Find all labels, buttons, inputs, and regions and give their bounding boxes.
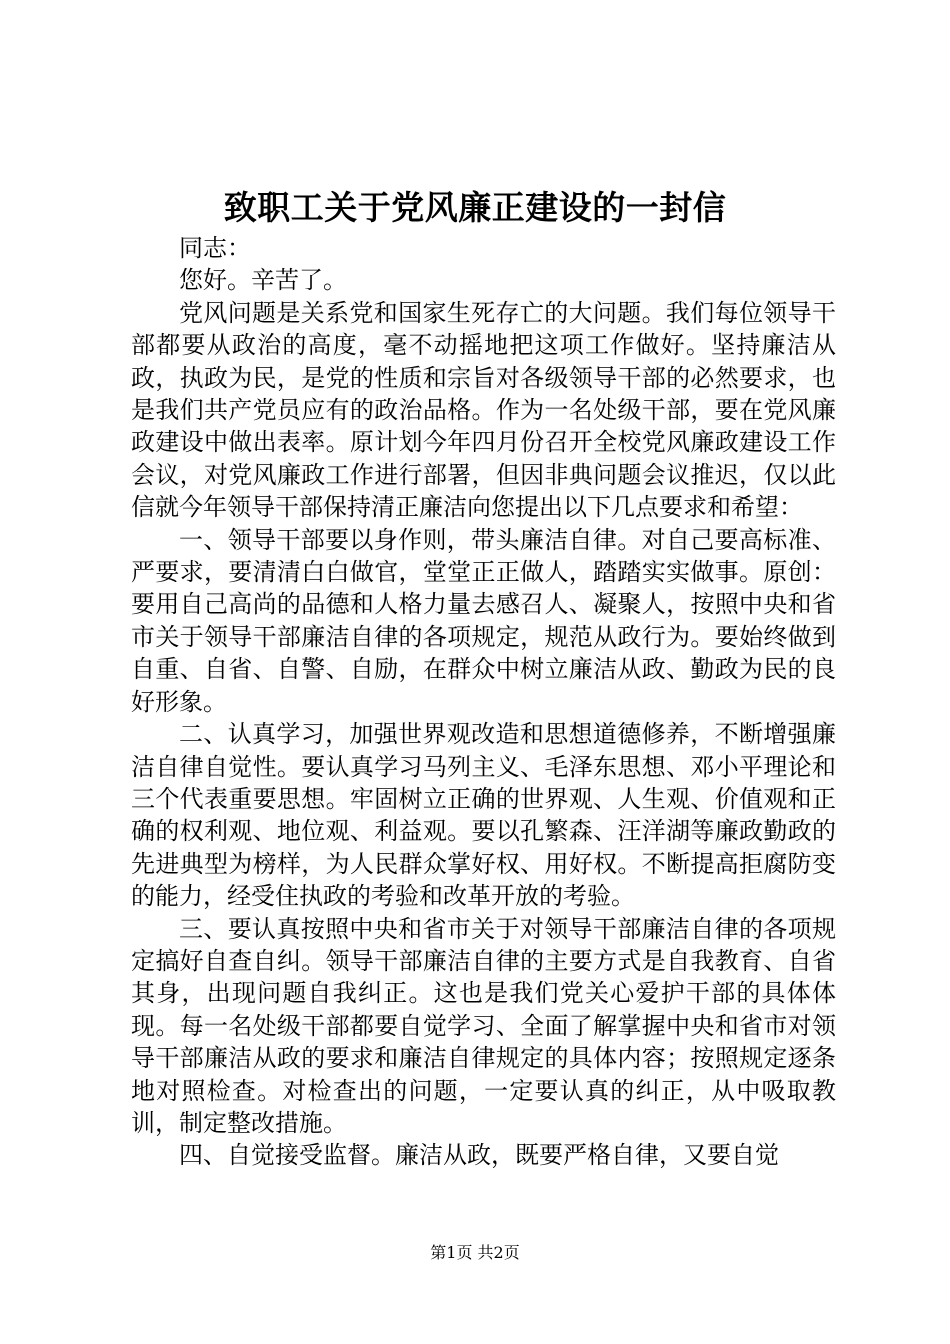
document-body — [131, 232, 836, 1172]
greeting: 您好。辛苦了。 — [179, 266, 347, 295]
document-title: 致职工关于党风廉正建设的一封信 — [223, 188, 727, 227]
salutation: 同志： — [179, 234, 251, 262]
page-footer: 第1页 共2页 — [430, 1243, 520, 1262]
paragraph-point-3: 三、要认真按照中央和省市关于对领导干部廉洁自律的各项规定搞好自查自纠。领导干部廉洁自律的主要方式是自我教育、自省其身，出现问题自我纠正。这也是我们党关心爱护干部的具体体现。每一名处级干部都要自觉学习、全面了解掌握中央和省市对领导干部廉洁从政的要求和廉洁自律规定的具体内容；按照规定逐条地对照检查。对检查出的问题，一定要认真的纠正，从中吸取教训，制定整改措施。 — [131, 914, 836, 1137]
paragraph-point-1: 一、领导干部要以身作则，带头廉洁自律。对自己要高标准、严要求，要清清白白做官，堂堂正正做人，踏踏实实做事。原创：要用自己高尚的品德和人格力量去感召人、凝聚人，按照中央和省市关于领导干部廉洁自律的各项规定，规范从政行为。要始终做到自重、自省、自警、自励，在群众中树立廉洁从政、勤政为民的良好形象。 — [131, 525, 836, 716]
paragraph-point-2: 二、认真学习，加强世界观改造和思想道德修养，不断增强廉洁自律自觉性。要认真学习马列主义、毛泽东思想、邓小平理论和三个代表重要思想。牢固树立正确的世界观、人生观、价值观和正确的权利观、地位观、利益观。要以孔繁森、汪洋湖等廉政勤政的先进典型为榜样，为人民群众掌好权、用好权。不断提高拒腐防变的能力，经受住执政的考验和改革开放的考验。 — [131, 720, 836, 911]
paragraph-intro: 党风问题是关系党和国家生死存亡的大问题。我们每位领导干部都要从政治的高度，毫不动摇地把这项工作做好。坚持廉洁从政，执政为民，是党的性质和宗旨对各级领导干部的必然要求，也是我们共产党员应有的政治品格。作为一名处级干部，要在党风廉政建设中做出表率。原计划今年四月份召开全校党风廉政建设工作会议，对党风廉政工作进行部署，但因非典问题会议推迟，仅以此信就今年领导干部保持清正廉洁向您提出以下几点要求和希望： — [131, 298, 836, 522]
paragraph-point-4: 四、自觉接受监督。廉洁从政，既要严格自律，又要自觉 — [179, 1141, 779, 1170]
